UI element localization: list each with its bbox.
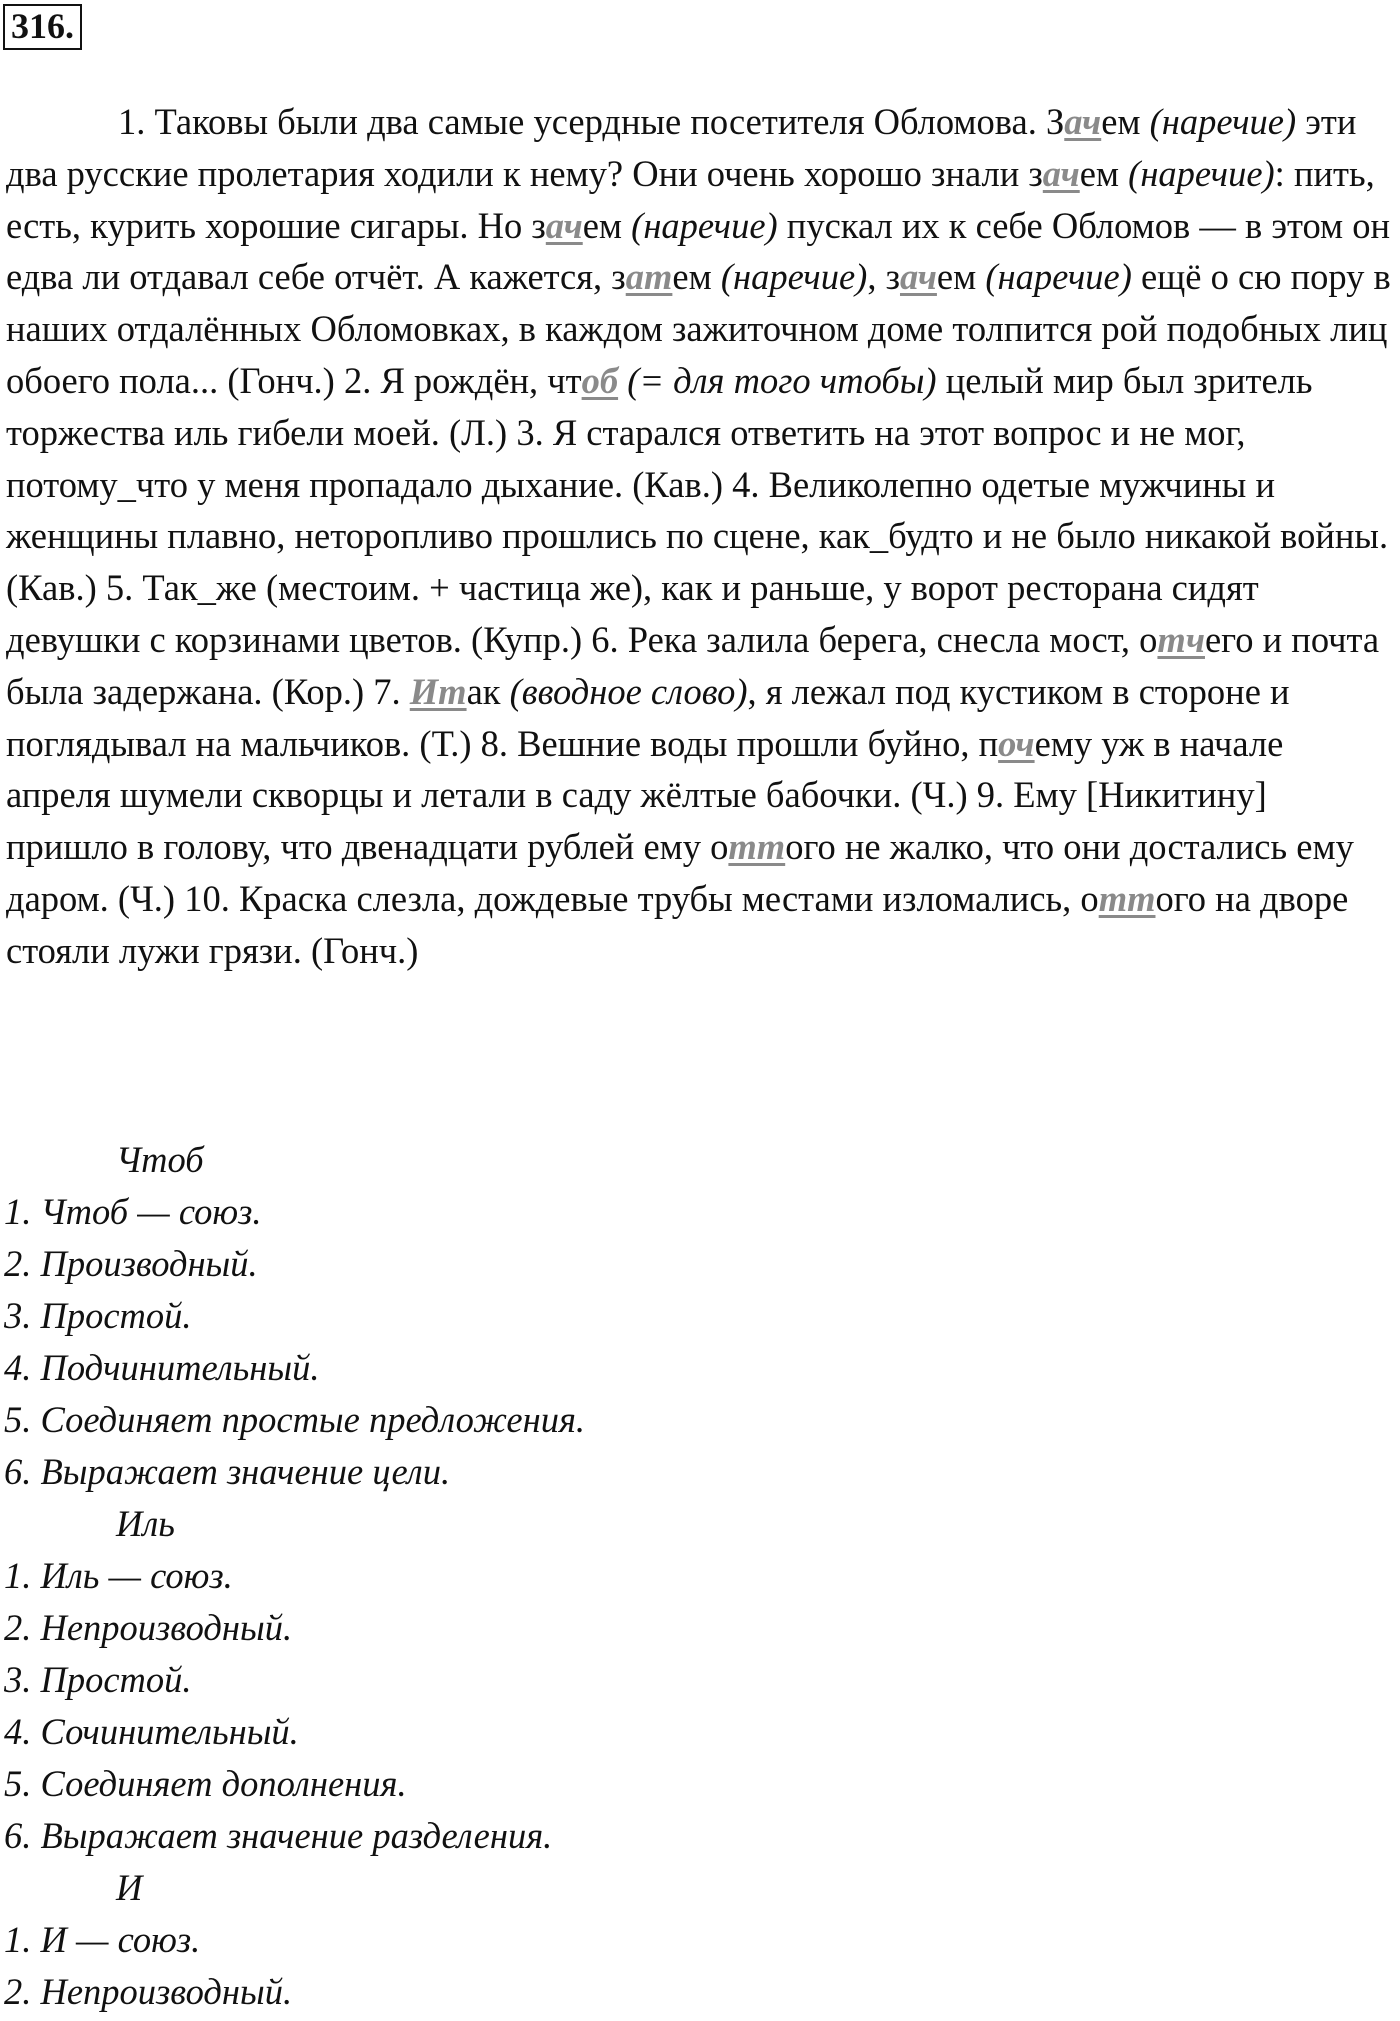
analysis-item: 5. Соединяет дополнения. <box>4 1763 407 1804</box>
analysis-item: 1. И — союз. <box>4 1919 201 1960</box>
exercise-paragraph <box>6 96 1396 977</box>
text-segment: , з <box>867 256 900 298</box>
italic-note: (наречие) <box>1149 101 1297 142</box>
highlighted-letters: Ит <box>409 670 467 712</box>
analysis-item: 2. Непроизводный. <box>4 1971 293 2012</box>
italic-note: (наречие) <box>985 256 1132 298</box>
analysis-item: 2. Непроизводный. <box>4 1607 293 1648</box>
highlighted-letters: ач <box>899 256 937 298</box>
analysis-item: 6. Выражает значение разделения. <box>4 1815 553 1856</box>
analysis-item: 1. Иль — союз. <box>4 1555 233 1596</box>
conjunction-analysis <box>4 1134 1394 2018</box>
text-segment: ем <box>1101 101 1150 142</box>
text-segment: эти два русские пролетария ходили к нему? Они очень хорошо знали з <box>6 101 1357 194</box>
italic-note: (наречие) <box>631 204 778 246</box>
analysis-item: 1. Чтоб — союз. <box>4 1191 262 1232</box>
text-segment: ем <box>672 256 721 298</box>
text-segment: пускал их к себе Обломов — в этом он едва ли отдавал себе отчёт. А кажется, з <box>6 204 1391 298</box>
text-segment: ем <box>936 256 986 298</box>
highlighted-letters: ат <box>625 256 673 298</box>
highlighted-letters: оч <box>998 722 1035 764</box>
analysis-item: 4. Сочинительный. <box>4 1711 299 1752</box>
highlighted-letters: ач <box>1042 152 1080 194</box>
highlighted-letters: об <box>581 359 619 401</box>
italic-note: (наречие) <box>720 256 868 298</box>
highlighted-letters: тч <box>1157 618 1205 660</box>
analysis-item: 5. Соединяет простые предложения. <box>4 1399 586 1440</box>
analysis-heading: И <box>116 1867 143 1908</box>
text-segment: , я лежал под кустиком в стороне и поглядывал на мальчиков. (Т.) 8. Вешние воды прошли буйно, п <box>6 670 1290 764</box>
text-segment <box>618 360 627 401</box>
text-segment: ого не жалко, что они достались ему даром. (Ч.) 10. Краска слезла, дождевые трубы местами изломались, о <box>6 826 1354 919</box>
highlighted-letters: тт <box>728 826 786 868</box>
text-segment: ему уж в начале апреля шумели скворцы и летали в саду жёлтые бабочки. (Ч.) 9. Ему [Никитину] пришло в голову, что двенадцати рублей ему о <box>6 722 1284 868</box>
text-segment: целый мир был зритель торжества иль гибели моей. (Л.) 3. Я старался ответить на этот вопрос и не мог, потому_что у меня пропадало дыхание. (Кав.) 4. Великолепно одетые мужчины и женщины плавно, неторопливо прошлись по сцене, как_будто и не было никакой войны. (Кав.) 5. Так_же (местоим. + частица же), как и раньше, у ворот ресторана сидят девушки с корзинами цветов. (Купр.) 6. Река залила берега, снесла мост, о <box>6 359 1389 660</box>
italic-note: (= для того чтобы) <box>627 359 937 401</box>
italic-note: (наречие) <box>1128 152 1275 194</box>
analysis-item: 6. Выражает значение цели. <box>4 1451 451 1492</box>
analysis-heading: Иль <box>116 1503 175 1544</box>
analysis-heading: Чтоб <box>116 1139 204 1180</box>
text-segment: ещё о сю пору в наших отдалённых Обломовках, в каждом зажиточном доме толпится рой подобных лиц обоего пола... (Гонч.) 2. Я рождён, чт <box>6 256 1391 401</box>
italic-note: (вводное слово) <box>509 670 748 712</box>
text-segment: ем <box>582 204 632 246</box>
text-segment: : пить, есть, курить хорошие сигары. Но з <box>6 152 1375 246</box>
text-segment: его и почта была задержана. (Кор.) 7. <box>6 618 1380 712</box>
text-segment: ого на дворе стояли лужи грязи. (Гонч.) <box>6 877 1349 971</box>
analysis-item: 3. Простой. <box>4 1295 192 1336</box>
text-segment: ем <box>1079 152 1129 194</box>
analysis-item: 4. Подчинительный. <box>4 1347 320 1388</box>
analysis-item: 3. Простой. <box>4 1659 192 1700</box>
analysis-item: 2. Производный. <box>4 1243 258 1284</box>
highlighted-letters: ач <box>1064 101 1102 142</box>
exercise-number: 316. <box>3 4 82 50</box>
highlighted-letters: ач <box>545 204 583 246</box>
text-segment: 1. Таковы были два самые усердные посетителя Обломова. З <box>118 101 1065 142</box>
text-segment: ак <box>466 670 510 712</box>
highlighted-letters: тт <box>1098 877 1156 919</box>
